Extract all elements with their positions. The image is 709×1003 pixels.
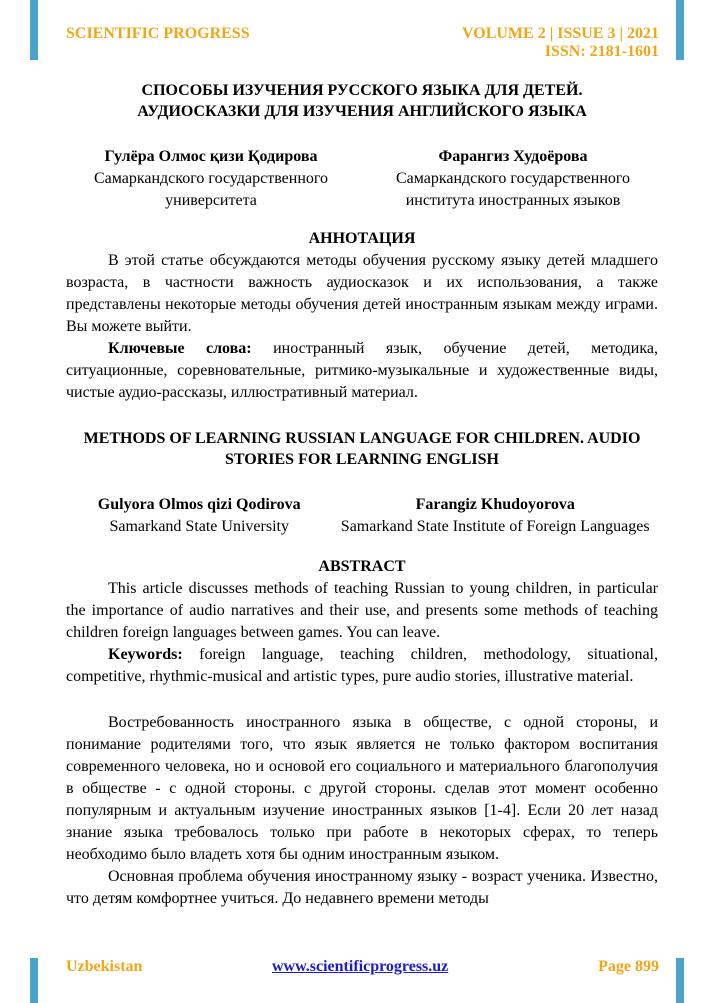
journal-issue-info xyxy=(462,25,659,61)
author-affiliation: Самаркандского государственного xyxy=(395,170,631,187)
author-ru-2 xyxy=(368,146,658,212)
author-affiliation: Samarkand State Institute of Foreign Languages xyxy=(340,518,650,535)
title-en-line2: STORIES FOR LEARNING ENGLISH xyxy=(225,451,499,468)
abstract-heading-ru: АННОТАЦИЯ xyxy=(308,230,416,247)
article-content xyxy=(66,80,658,910)
author-affiliation: университета xyxy=(165,192,257,209)
issn: ISSN: 2181-1601 xyxy=(544,43,659,60)
body-paragraph-1: Востребованность иностранного языка в обществе, с одной стороны, и понимание родителями того, что язык является не только фактором воспитания современного человека, но и основой его социального и материального благополучия в обществе - с одной стороны. с другой стороны. сделав этот момент особенно популярным и актуальным изучение иностранных языков [1-4]. Если 20 лет назад знание языка требовалось только при работе в некоторых сферах, то теперь необходимо было владеть хотя бы одним иностранным языком. xyxy=(66,714,658,863)
author-name: Farangiz Khudoyorova xyxy=(415,496,575,513)
abstract-text-ru: В этой статье обсуждаются методы обучения русскому языку детей младшего возраста, в частности важность аудиосказок и их использования, а также представлены некоторые методы обучения детей иностранным языкам между играми. Вы можете выйти. xyxy=(66,252,658,335)
journal-name: SCIENTIFIC PROGRESS xyxy=(66,25,250,42)
author-name: Гулёра Олмос қизи Қодирова xyxy=(104,148,318,165)
abstract-heading-en: ABSTRACT xyxy=(318,558,406,575)
title-ru-line1: СПОСОБЫ ИЗУЧЕНИЯ РУССКОГО ЯЗЫКА ДЛЯ ДЕТЕЙ. xyxy=(141,82,583,99)
bottom-left-edge-bar xyxy=(30,958,38,1003)
top-right-edge-bar xyxy=(676,0,684,60)
author-affiliation: Samarkand State University xyxy=(109,518,289,535)
title-en-line1: METHODS OF LEARNING RUSSIAN LANGUAGE FOR CHILDREN. AUDIO xyxy=(83,430,641,447)
volume-issue: VOLUME 2 | ISSUE 3 | 2021 xyxy=(462,25,659,42)
keywords-ru xyxy=(66,338,658,404)
authors-en xyxy=(66,494,658,538)
author-affiliation: института иностранных языков xyxy=(405,192,621,209)
footer-website-link[interactable]: www.scientificprogress.uz xyxy=(272,958,449,975)
author-affiliation: Самаркандского государственного xyxy=(93,170,329,187)
title-ru xyxy=(66,80,658,122)
top-left-edge-bar xyxy=(30,0,38,60)
bottom-right-edge-bar xyxy=(676,958,684,1003)
authors-ru xyxy=(66,146,658,212)
author-ru-1 xyxy=(66,146,356,212)
footer-page-number: Page 899 xyxy=(598,958,659,975)
author-en-1 xyxy=(66,494,332,538)
keywords-text: foreign language, teaching children, methodology, situational, competitive, rhythmic-musical and artistic types, pure audio stories, illustrative material. xyxy=(66,646,658,685)
author-name: Фарангиз Худоёрова xyxy=(438,148,588,165)
footer-country: Uzbekistan xyxy=(66,958,143,975)
title-ru-line2: АУДИОСКАЗКИ ДЛЯ ИЗУЧЕНИЯ АНГЛИЙСКОГО ЯЗЫКА xyxy=(137,103,587,120)
keywords-en xyxy=(66,644,658,688)
author-name: Gulyora Olmos qizi Qodirova xyxy=(97,496,301,513)
title-en xyxy=(66,428,658,470)
author-en-2 xyxy=(332,494,658,538)
keywords-label: Ключевые слова: xyxy=(108,340,252,357)
keywords-text: иностранный язык, обучение детей, методика, ситуационные, соревновательные, ритмико-музыкальные и художественные виды, чистые аудио-рассказы, иллюстративный материал. xyxy=(66,340,659,401)
abstract-text-en: This article discusses methods of teaching Russian to young children, in particular the importance of audio narratives and their use, and presents some methods of teaching children foreign languages between games. You can leave. xyxy=(66,580,658,641)
body-paragraph-2: Основная проблема обучения иностранному языку - возраст ученика. Известно, что детям комфортнее учиться. До недавнего времени методы xyxy=(66,868,658,907)
keywords-label: Keywords: xyxy=(108,646,183,663)
